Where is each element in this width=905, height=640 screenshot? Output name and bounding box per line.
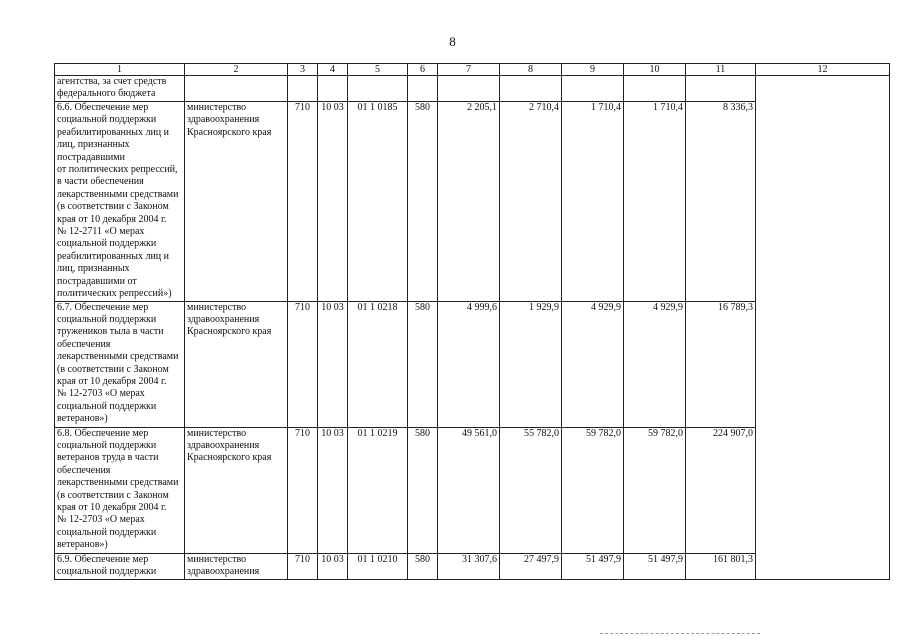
cell-value-10: 4 929,9: [624, 301, 686, 427]
column-header: 9: [562, 64, 624, 76]
page-number: 8: [449, 34, 456, 49]
responsible-ministry: министерство здравоохранения Красноярского края: [185, 102, 288, 302]
table-header-row: [55, 64, 890, 76]
cell-value-8: 55 782,0: [500, 427, 562, 553]
column-header: 3: [288, 64, 318, 76]
cell-value-9: 51 497,9: [562, 553, 624, 579]
cell-code-5: 01 1 0218: [348, 301, 408, 427]
cell-code-4: 10 03: [318, 102, 348, 302]
cell-value-11: 16 789,3: [686, 301, 756, 427]
cell-value-7: 2 205,1: [438, 102, 500, 302]
cell-value-10: 59 782,0: [624, 427, 686, 553]
cell-code-5: 01 1 0185: [348, 102, 408, 302]
cell-value-7: 4 999,6: [438, 301, 500, 427]
cell-value-10: 51 497,9: [624, 553, 686, 579]
cell-code-3: 710: [288, 553, 318, 579]
column-header: 8: [500, 64, 562, 76]
responsible-ministry: министерство здравоохранения Красноярского края: [185, 427, 288, 553]
column-12-empty: [756, 76, 890, 580]
measure-description: 6.7. Обеспечение мер социальной поддержки тружеников тыла в части обеспечения лекарственными средствами (в соответствии с Законом края от 10 декабря 2004 г. № 12-2703 «О мерах социальной поддержки ветеранов»): [55, 301, 185, 427]
column-header: 2: [185, 64, 288, 76]
continuation-text: агентства, за счет средств федерального бюджета: [55, 76, 185, 102]
responsible-ministry: министерство здравоохранения: [185, 553, 288, 579]
cell-code-4: 10 03: [318, 301, 348, 427]
cell-value-9: 4 929,9: [562, 301, 624, 427]
cell-code-3: 710: [288, 301, 318, 427]
cell-code-4: 10 03: [318, 553, 348, 579]
cell-value-10: 1 710,4: [624, 102, 686, 302]
cell-value-9: 59 782,0: [562, 427, 624, 553]
cell-value-9: 1 710,4: [562, 102, 624, 302]
cell-code-6: 580: [408, 301, 438, 427]
column-header: 12: [756, 64, 890, 76]
column-header: 1: [55, 64, 185, 76]
column-header: 5: [348, 64, 408, 76]
column-header: 6: [408, 64, 438, 76]
cell-value-7: 31 307,6: [438, 553, 500, 579]
cell-value-7: 49 561,0: [438, 427, 500, 553]
scan-artifact-line: [600, 633, 760, 634]
column-header: 11: [686, 64, 756, 76]
cell-code-3: 710: [288, 427, 318, 553]
measure-description: 6.8. Обеспечение мер социальной поддержки ветеранов труда в части обеспечения лекарственными средствами (в соответствии с Законом края от 10 декабря 2004 г. № 12-2703 «О мерах социальной поддержки ветеранов»): [55, 427, 185, 553]
continuation-row: [55, 76, 890, 102]
column-header: 7: [438, 64, 500, 76]
cell-value-11: 161 801,3: [686, 553, 756, 579]
cell-value-8: 27 497,9: [500, 553, 562, 579]
cell-code-5: 01 1 0219: [348, 427, 408, 553]
responsible-ministry: министерство здравоохранения Красноярского края: [185, 301, 288, 427]
column-header: 10: [624, 64, 686, 76]
cell-code-5: 01 1 0210: [348, 553, 408, 579]
cell-value-11: 8 336,3: [686, 102, 756, 302]
cell-code-3: 710: [288, 102, 318, 302]
cell-code-6: 580: [408, 427, 438, 553]
cell-value-11: 224 907,0: [686, 427, 756, 553]
cell-code-6: 580: [408, 553, 438, 579]
budget-table: [54, 63, 890, 580]
cell-code-4: 10 03: [318, 427, 348, 553]
measure-description: 6.9. Обеспечение мер социальной поддержки: [55, 553, 185, 579]
column-header: 4: [318, 64, 348, 76]
cell-value-8: 1 929,9: [500, 301, 562, 427]
cell-code-6: 580: [408, 102, 438, 302]
measure-description: 6.6. Обеспечение мер социальной поддержки реабилитированных лиц и лиц, признанных пострадавшими от политических репрессий, в части обеспечения лекарственными средствами (в соответствии с Законом края от 10 декабря 2004 г. № 12-2711 «О мерах социальной поддержки реабилитированных лиц и лиц, признанных пострадавшими от политических репрессий»): [55, 102, 185, 302]
cell-value-8: 2 710,4: [500, 102, 562, 302]
